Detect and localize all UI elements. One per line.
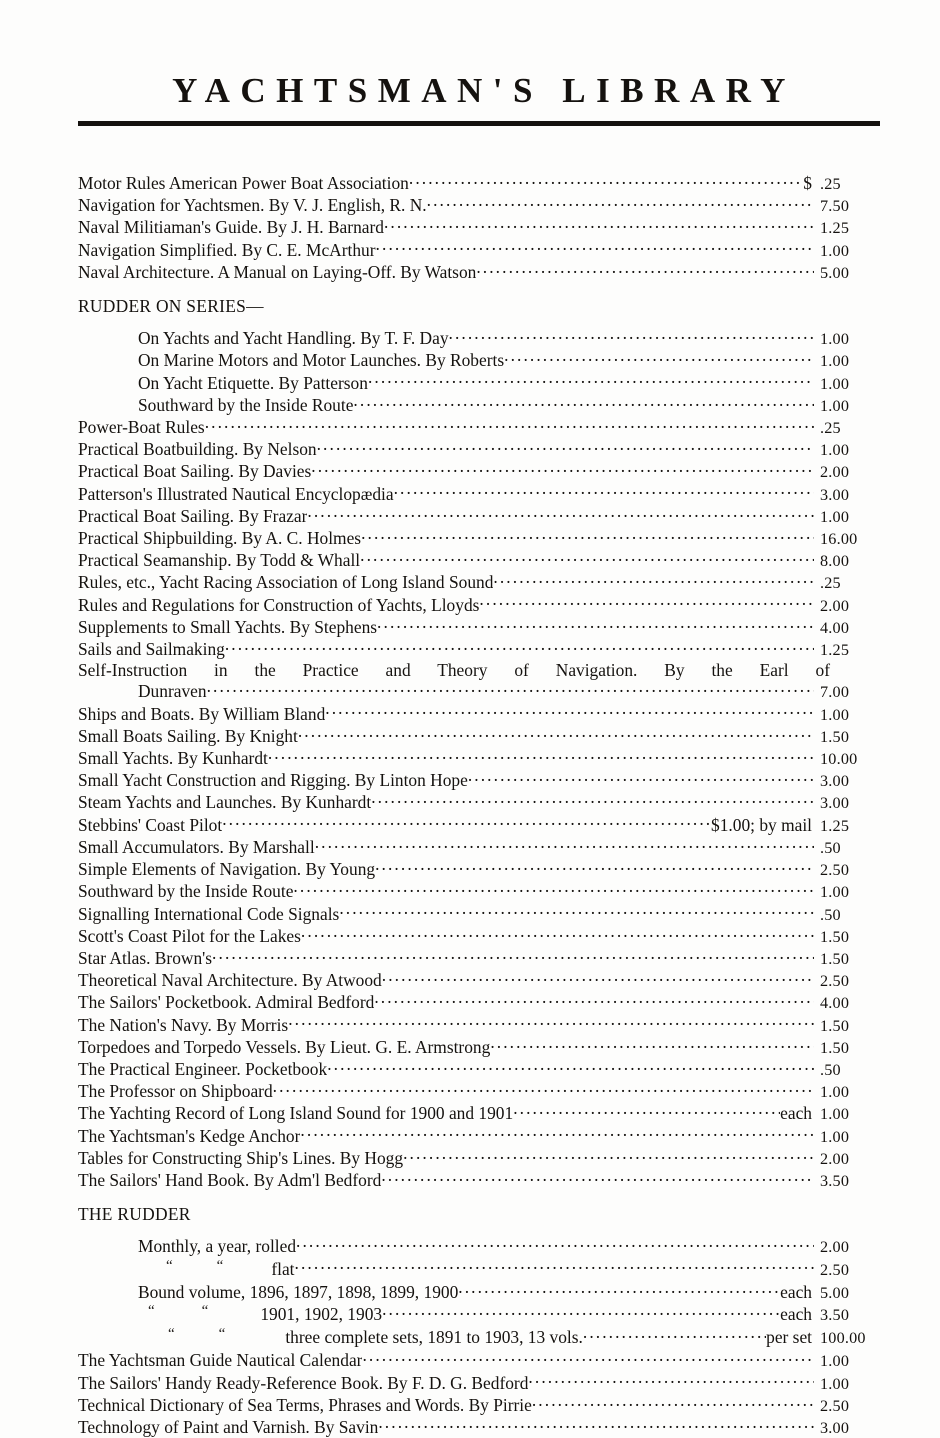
entry-title: Torpedoes and Torpedo Vessels. By Lieut. G. E. Armstrong bbox=[78, 1036, 491, 1057]
leader-dots bbox=[225, 638, 814, 655]
list-item bbox=[78, 947, 880, 969]
list-item bbox=[78, 1394, 880, 1416]
list-item bbox=[78, 1036, 880, 1058]
entry-title: Naval Militiaman's Guide. By J. H. Barnard bbox=[78, 217, 384, 238]
list-item bbox=[78, 703, 880, 725]
entry-price: 1.50 bbox=[820, 727, 850, 746]
section-top bbox=[78, 172, 880, 283]
entry-title: Rules, etc., Yacht Racing Association of Long Island Sound bbox=[78, 572, 494, 593]
list-item bbox=[78, 791, 880, 813]
entry-price: 2.50 bbox=[820, 972, 850, 991]
entry-price: 2.00 bbox=[820, 596, 850, 615]
list-item bbox=[78, 1372, 880, 1394]
leader-dots bbox=[382, 1303, 780, 1320]
leader-dots bbox=[353, 394, 814, 411]
entry-price: 1.50 bbox=[820, 927, 850, 946]
leader-dots bbox=[360, 549, 814, 566]
entry-price: 1.25 bbox=[820, 641, 850, 660]
entry-title: Star Atlas. Brown's bbox=[78, 947, 213, 968]
ditto-mark-2: “ bbox=[201, 1303, 209, 1319]
leader-dots bbox=[583, 1326, 766, 1343]
leader-dots bbox=[490, 1036, 814, 1053]
list-item bbox=[78, 483, 880, 505]
leader-dots bbox=[296, 1235, 814, 1252]
entry-price: .25 bbox=[820, 574, 841, 593]
list-item bbox=[78, 527, 880, 549]
entry-price: 2.50 bbox=[820, 861, 850, 880]
section-continued bbox=[78, 703, 880, 1191]
entry-title: Practical Shipbuilding. By A. C. Holmes bbox=[78, 528, 362, 549]
list-item bbox=[78, 261, 880, 283]
list-item bbox=[78, 1235, 880, 1257]
leader-dots bbox=[288, 1014, 814, 1031]
entry-price: 3.00 bbox=[820, 1418, 850, 1437]
entry-price: 10.00 bbox=[820, 750, 858, 769]
leader-dots bbox=[293, 880, 814, 897]
entry-title: Stebbins' Coast Pilot bbox=[78, 814, 223, 835]
entry-title: The Sailors' Hand Book. By Adm'l Bedford bbox=[78, 1169, 382, 1190]
list-item bbox=[78, 1281, 880, 1303]
entry-price: 1.00 bbox=[820, 705, 850, 724]
leader-dots bbox=[493, 571, 814, 588]
list-item bbox=[78, 880, 880, 902]
entry-title: Practical Boat Sailing. By Davies bbox=[78, 461, 312, 482]
entry-price: 1.00 bbox=[820, 396, 850, 415]
leader-dots bbox=[207, 680, 814, 697]
list-item bbox=[78, 638, 880, 660]
entry-price: 3.00 bbox=[820, 485, 850, 504]
leader-dots bbox=[468, 769, 814, 786]
entry-title: The Practical Engineer. Pocketbook bbox=[78, 1058, 328, 1079]
entry-price: .25 bbox=[820, 419, 841, 438]
leader-dots bbox=[476, 261, 814, 278]
entry-title: Sails and Sailmaking bbox=[78, 639, 225, 660]
leader-dots bbox=[378, 1416, 814, 1433]
list-item bbox=[78, 836, 880, 858]
list-item bbox=[78, 594, 880, 616]
leader-dots bbox=[532, 1394, 814, 1411]
leader-dots bbox=[361, 527, 814, 544]
entry-price: 1.50 bbox=[820, 1016, 850, 1035]
entry-title: Patterson's Illustrated Nautical Encyclopædia bbox=[78, 483, 394, 504]
leader-dots bbox=[368, 372, 814, 389]
ditto-mark: “ bbox=[166, 1258, 173, 1274]
list-item bbox=[78, 460, 880, 482]
entry-title: The Professor on Shipboard bbox=[78, 1081, 273, 1102]
leader-dots bbox=[317, 438, 814, 455]
section-rudder-on-series bbox=[78, 327, 880, 660]
leader-dots bbox=[374, 991, 814, 1008]
entry-price: 100.00 bbox=[820, 1329, 866, 1348]
entry-title: Practical Seamanship. By Todd & Whall bbox=[78, 550, 361, 571]
list-item bbox=[78, 991, 880, 1013]
entry-title: Simple Elements of Navigation. By Young bbox=[78, 859, 376, 880]
list-item bbox=[78, 616, 880, 638]
list-item bbox=[78, 1014, 880, 1036]
list-item bbox=[78, 394, 880, 416]
leader-dots bbox=[205, 416, 814, 433]
leader-dots bbox=[325, 703, 814, 720]
list-item bbox=[78, 349, 880, 371]
leader-dots bbox=[307, 505, 814, 522]
leader-dots bbox=[382, 969, 814, 986]
leader-dots bbox=[301, 925, 814, 942]
header-rule bbox=[78, 121, 880, 126]
leader-dots bbox=[513, 1102, 780, 1119]
entry-price: 1.00 bbox=[820, 1352, 850, 1371]
entry-price: 1.00 bbox=[820, 883, 850, 902]
list-item bbox=[78, 239, 880, 261]
entry-title: The Yachtsman Guide Nautical Calendar bbox=[78, 1350, 363, 1371]
entry-price: 3.50 bbox=[820, 1305, 850, 1324]
entry-title: The Yachtsman's Kedge Anchor bbox=[78, 1125, 301, 1146]
entry-title: The Sailors' Pocketbook. Admiral Bedford bbox=[78, 992, 375, 1013]
entry-price: 1.00 bbox=[820, 241, 850, 260]
entry-price: 1.00 bbox=[820, 1105, 850, 1124]
entry-price: 1.00 bbox=[820, 507, 850, 526]
entry-title: Navigation for Yachtsmen. By V. J. English, R. N. bbox=[78, 195, 427, 216]
leader-dots bbox=[427, 194, 814, 211]
entry-title: On Yacht Etiquette. By Patterson bbox=[138, 372, 368, 393]
leader-dots bbox=[268, 747, 814, 764]
list-item bbox=[78, 172, 880, 194]
entry-title: Technology of Paint and Varnish. By Savin bbox=[78, 1416, 379, 1437]
leader-dots bbox=[409, 172, 803, 189]
entry-title: Motor Rules American Power Boat Association bbox=[78, 173, 409, 193]
leader-dots bbox=[384, 216, 814, 233]
leader-dots bbox=[339, 903, 814, 920]
entry-title-line-2: Dunraven bbox=[138, 681, 207, 702]
entry-title: Practical Boat Sailing. By Frazar bbox=[78, 505, 308, 526]
entry-price: 7.00 bbox=[820, 683, 850, 702]
list-item bbox=[78, 549, 880, 571]
entry-title: Theoretical Naval Architecture. By Atwood bbox=[78, 970, 382, 991]
entry-price: 5.00 bbox=[820, 1283, 850, 1302]
leader-dots bbox=[375, 858, 814, 875]
entry-title: The Sailors' Handy Ready-Reference Book. By F. D. G. Bedford bbox=[78, 1372, 529, 1393]
entry-price: 2.00 bbox=[820, 1149, 850, 1168]
entry-price: 1.25 bbox=[820, 219, 850, 238]
entry-continuation bbox=[78, 680, 880, 702]
entry-title: Small Boats Sailing. By Knight bbox=[78, 725, 298, 746]
entry-title bbox=[78, 1304, 382, 1326]
list-item bbox=[78, 216, 880, 238]
entry-title: Signalling International Code Signals bbox=[78, 903, 340, 924]
list-item bbox=[78, 1258, 880, 1281]
leader-dots bbox=[479, 594, 814, 611]
leader-dots bbox=[362, 1349, 814, 1366]
entry-title: Steam Yachts and Launches. By Kunhardt bbox=[78, 792, 372, 813]
list-item bbox=[78, 858, 880, 880]
entry-note: $ bbox=[803, 173, 812, 193]
entry-note: each bbox=[780, 1281, 812, 1302]
leader-dots bbox=[504, 349, 814, 366]
list-item bbox=[78, 1349, 880, 1371]
entry-price: 2.00 bbox=[820, 1238, 850, 1257]
entry-subtitle: flat bbox=[271, 1258, 295, 1279]
leader-dots bbox=[327, 1058, 814, 1075]
list-item bbox=[78, 1303, 880, 1326]
list-item bbox=[78, 438, 880, 460]
list-item bbox=[78, 1169, 880, 1191]
entry-note: each bbox=[780, 1303, 812, 1324]
leader-dots bbox=[528, 1372, 814, 1389]
ditto-mark-2: “ bbox=[218, 1327, 226, 1343]
entry-title: Ships and Boats. By William Bland bbox=[78, 703, 326, 724]
entry-subtitle: 1901, 1902, 1903 bbox=[260, 1303, 383, 1324]
entry-price: 1.50 bbox=[820, 1038, 850, 1057]
leader-dots bbox=[300, 1125, 814, 1142]
entry-title bbox=[78, 1259, 295, 1281]
entry-price: 8.00 bbox=[820, 552, 850, 571]
entry-title: The Yachting Record of Long Island Sound for 1900 and 1901 bbox=[78, 1103, 514, 1124]
list-item-wrapped bbox=[78, 660, 880, 702]
leader-dots bbox=[222, 814, 711, 831]
list-item bbox=[78, 1080, 880, 1102]
entry-title: Navigation Simplified. By C. E. McArthur bbox=[78, 239, 376, 260]
entry-note: each bbox=[780, 1103, 812, 1124]
entry-note: per set bbox=[766, 1327, 812, 1348]
entry-price: 4.00 bbox=[820, 994, 850, 1013]
leader-dots bbox=[298, 725, 814, 742]
entry-title: Monthly, a year, rolled bbox=[138, 1236, 297, 1257]
list-item bbox=[78, 505, 880, 527]
entry-price: 1.50 bbox=[820, 949, 850, 968]
entry-price: .50 bbox=[820, 1060, 841, 1079]
list-item bbox=[78, 372, 880, 394]
page-title: YACHTSMAN'S LIBRARY bbox=[172, 71, 796, 110]
masthead bbox=[78, 70, 880, 126]
entry-price: 7.50 bbox=[820, 197, 850, 216]
list-item bbox=[78, 571, 880, 593]
list-item bbox=[78, 747, 880, 769]
leader-dots bbox=[371, 791, 814, 808]
list-item bbox=[78, 1416, 880, 1438]
list-item bbox=[78, 1058, 880, 1080]
entry-price: 3.00 bbox=[820, 794, 850, 813]
entry-title: Naval Architecture. A Manual on Laying-Off. By Watson bbox=[78, 261, 477, 282]
entry-title: Power-Boat Rules bbox=[78, 417, 205, 438]
entry-title: Supplements to Small Yachts. By Stephens bbox=[78, 616, 378, 637]
entry-note: $1.00; by mail bbox=[711, 814, 812, 835]
entry-price: 1.00 bbox=[820, 1374, 850, 1393]
booklist bbox=[78, 172, 880, 1438]
leader-dots bbox=[376, 239, 814, 256]
list-item bbox=[78, 769, 880, 791]
leader-dots bbox=[381, 1169, 814, 1186]
leader-dots bbox=[315, 836, 814, 853]
section-heading-rudder-on-series: RUDDER ON SERIES— bbox=[78, 296, 264, 317]
leader-dots bbox=[403, 1147, 814, 1164]
list-item bbox=[78, 1147, 880, 1169]
section-heading-the-rudder: THE RUDDER bbox=[78, 1204, 191, 1225]
entry-title: Rules and Regulations for Construction of Yachts, Lloyds bbox=[78, 594, 480, 615]
entry-price: .50 bbox=[820, 838, 841, 857]
entry-price: 5.00 bbox=[820, 263, 850, 282]
entry-price: 2.00 bbox=[820, 463, 850, 482]
entry-price: 2.50 bbox=[820, 1396, 850, 1415]
list-item bbox=[78, 969, 880, 991]
entry-title: Scott's Coast Pilot for the Lakes bbox=[78, 925, 301, 946]
entry-title: Southward by the Inside Route bbox=[138, 394, 354, 415]
list-item bbox=[78, 327, 880, 349]
entry-subtitle: three complete sets, 1891 to 1903, 13 vols. bbox=[285, 1327, 583, 1348]
list-item bbox=[78, 194, 880, 216]
entry-title: Practical Boatbuilding. By Nelson bbox=[78, 439, 317, 460]
entry-title: On Marine Motors and Motor Launches. By Roberts bbox=[138, 350, 505, 371]
ditto-mark: “ bbox=[148, 1303, 155, 1319]
leader-dots bbox=[394, 483, 814, 500]
entry-price: 1.00 bbox=[820, 352, 850, 371]
list-item bbox=[78, 814, 880, 836]
list-item bbox=[78, 1102, 880, 1124]
entry-title: Small Accumulators. By Marshall bbox=[78, 836, 315, 857]
entry-price: 1.00 bbox=[820, 1083, 850, 1102]
entry-title: The Nation's Navy. By Morris bbox=[78, 1014, 289, 1035]
leader-dots bbox=[295, 1258, 814, 1275]
entry-title: Technical Dictionary of Sea Terms, Phrases and Words. By Pirrie bbox=[78, 1394, 532, 1415]
list-item bbox=[78, 1125, 880, 1147]
section-the-rudder bbox=[78, 1235, 880, 1438]
entry-price: 3.00 bbox=[820, 772, 850, 791]
entry-price: 1.25 bbox=[820, 816, 850, 835]
entry-price: .25 bbox=[820, 175, 841, 193]
entry-price: 4.00 bbox=[820, 618, 850, 637]
ditto-mark-2: “ bbox=[216, 1258, 224, 1274]
entry-price: 1.00 bbox=[820, 1127, 850, 1146]
leader-dots bbox=[311, 460, 814, 477]
entry-title: Tables for Constructing Ship's Lines. By Hogg bbox=[78, 1147, 404, 1168]
list-item bbox=[78, 725, 880, 747]
list-item bbox=[78, 925, 880, 947]
entry-title: Small Yachts. By Kunhardt bbox=[78, 748, 268, 769]
entry-price: 16.00 bbox=[820, 530, 858, 549]
leader-dots bbox=[449, 327, 814, 344]
leader-dots bbox=[212, 947, 814, 964]
entry-price: 1.00 bbox=[820, 330, 850, 349]
ditto-mark: “ bbox=[168, 1327, 175, 1343]
entry-title: Small Yacht Construction and Rigging. By Linton Hope bbox=[78, 770, 468, 791]
list-item bbox=[78, 416, 880, 438]
leader-dots bbox=[377, 616, 814, 633]
entry-title: Bound volume, 1896, 1897, 1898, 1899, 1900 bbox=[138, 1281, 459, 1302]
leader-dots bbox=[458, 1281, 780, 1298]
entry-price: .50 bbox=[820, 905, 841, 924]
entry-title: Southward by the Inside Route bbox=[78, 881, 294, 902]
entry-price: 1.00 bbox=[820, 441, 850, 460]
leader-dots bbox=[273, 1080, 814, 1097]
entry-title-line-1: Self-Instruction in the Practice and Theory of Navigation. By the Earl of bbox=[78, 660, 830, 681]
entry-price: 3.50 bbox=[820, 1171, 850, 1190]
entry-title: On Yachts and Yacht Handling. By T. F. Day bbox=[138, 328, 449, 349]
list-item bbox=[78, 903, 880, 925]
list-item bbox=[78, 1326, 880, 1349]
entry-price: 1.00 bbox=[820, 374, 850, 393]
entry-title bbox=[78, 1327, 583, 1349]
entry-price: 2.50 bbox=[820, 1260, 850, 1279]
